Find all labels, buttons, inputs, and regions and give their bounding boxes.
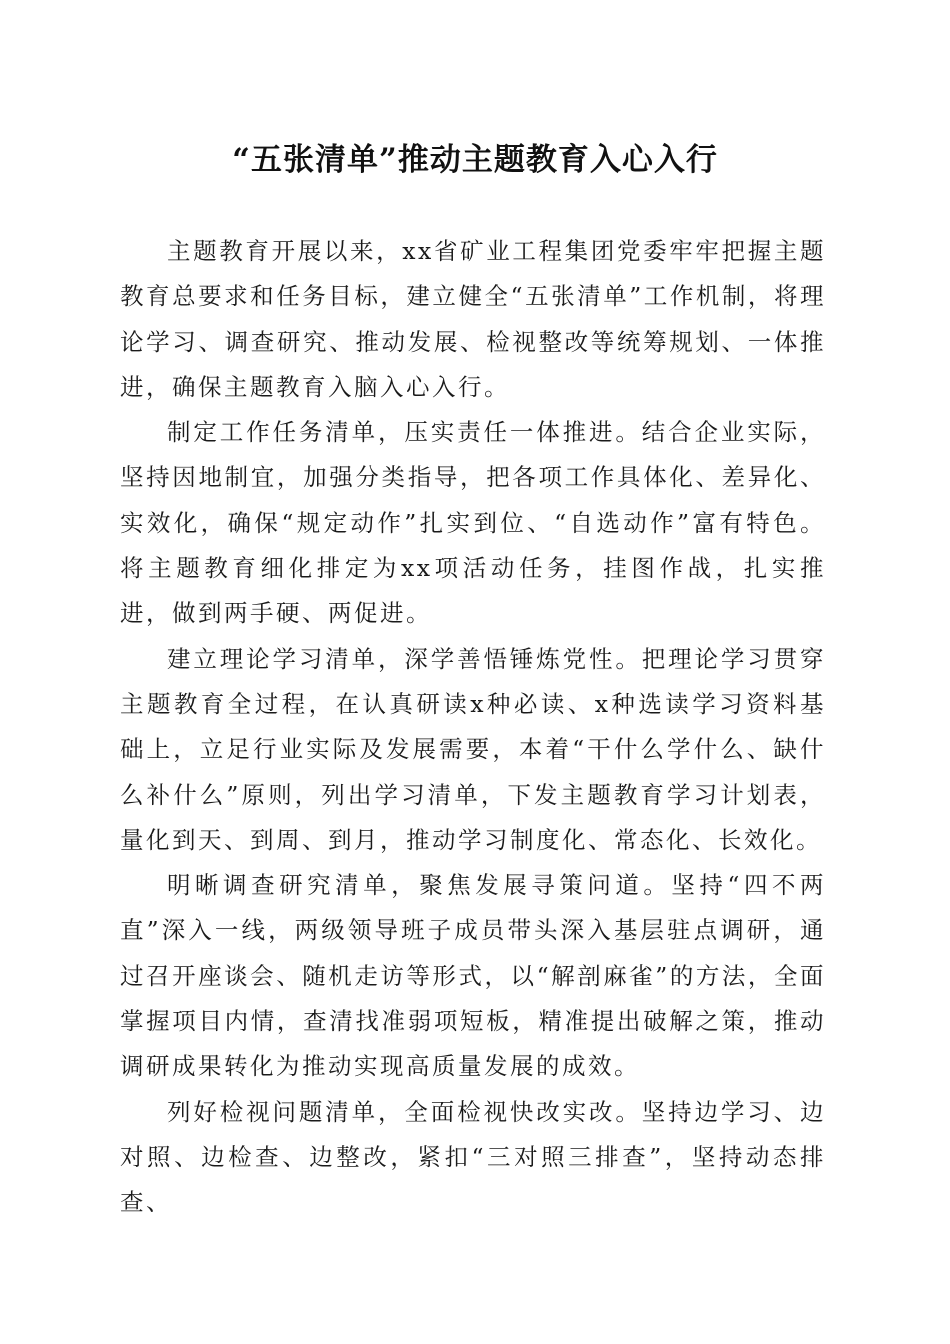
document-title: “五张清单”推动主题教育入心入行 (232, 142, 718, 178)
paragraph-intro: 主题教育开展以来，xx省矿业工程集团党委牢牢把握主题教育总要求和任务目标，建立健全“五张清单”工作机制，将理论学习、调查研究、推动发展、检视整改等统筹规划、一体推进，确保主题教育入脑入心入行。 (120, 237, 826, 401)
paragraph-study-list: 建立理论学习清单，深学善悟锤炼党性。把理论学习贯穿主题教育全过程，在认真研读x种必读、x种选读学习资料基础上，立足行业实际及发展需要，本着“干什么学什么、缺什么补什么”原则，列出学习清单，下发主题教育学习计划表，量化到天、到周、到月，推动学习制度化、常态化、长效化。 (120, 644, 826, 854)
paragraph-problem-list: 列好检视问题清单，全面检视快改实改。坚持边学习、边对照、边检查、边整改，紧扣“三对照三排查”，坚持动态排查、 (120, 1097, 826, 1217)
document-body (120, 229, 826, 1226)
paragraph-research-list: 明晰调查研究清单，聚焦发展寻策问道。坚持“四不两直”深入一线，两级领导班子成员带头深入基层驻点调研，通过召开座谈会、随机走访等形式，以“解剖麻雀”的方法，全面掌握项目内情，查清找准弱项短板，精准提出破解之策，推动调研成果转化为推动实现高质量发展的成效。 (120, 871, 826, 1081)
paragraph-task-list: 制定工作任务清单，压实责任一体推进。结合企业实际，坚持因地制宜，加强分类指导，把各项工作具体化、差异化、实效化，确保“规定动作”扎实到位、“自选动作”富有特色。将主题教育细化排定为xx项活动任务，挂图作战，扎实推进，做到两手硬、两促进。 (120, 418, 826, 628)
